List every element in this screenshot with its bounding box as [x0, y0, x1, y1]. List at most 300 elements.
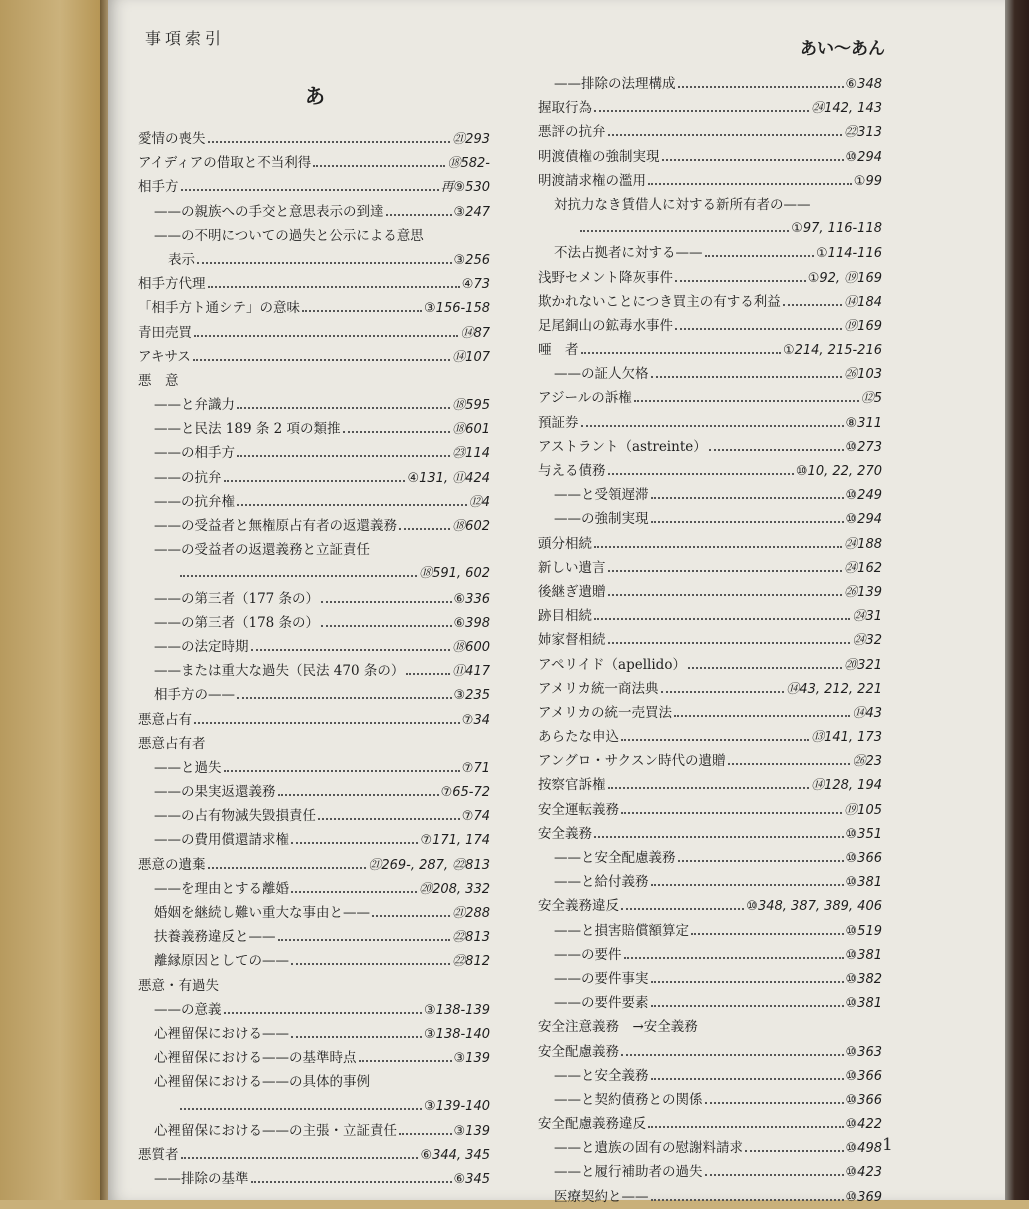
index-term: 新しい遺言 [538, 559, 606, 576]
index-entry [538, 580, 882, 604]
index-entry [138, 417, 490, 441]
dot-leader [621, 899, 744, 910]
page-reference: ⑧311 [845, 415, 882, 431]
index-term: 悪 意 [138, 372, 179, 389]
dot-leader [343, 422, 451, 433]
page-reference: ⑥336 [453, 591, 490, 607]
dot-leader [372, 906, 450, 917]
index-term: 安全義務違反 [538, 898, 619, 915]
index-column-right [538, 72, 882, 1209]
page-reference: ⑩366 [845, 851, 882, 866]
index-entry [538, 241, 882, 265]
index-entry [538, 556, 882, 580]
index-entry [538, 266, 882, 290]
page-reference: ⑥348 [845, 77, 882, 92]
dot-leader [675, 318, 842, 329]
page-reference: ㉒813 [452, 930, 490, 946]
index-term: 浅野セメント降灰事件 [538, 269, 673, 286]
dot-leader [651, 488, 844, 499]
index-entry [538, 532, 882, 556]
index-entry [138, 974, 490, 998]
index-term: 姉家督相続 [538, 632, 606, 649]
index-entry [138, 393, 490, 417]
dot-leader [224, 760, 460, 771]
dot-leader [581, 343, 781, 354]
page-reference: ⑩366 [845, 1092, 882, 1108]
dot-leader [674, 705, 850, 716]
dot-leader [237, 398, 450, 409]
page-reference: ⑭128, 194 [811, 778, 882, 794]
index-term: ——または重大な過失（民法 470 条の） [154, 663, 405, 680]
index-entry [538, 943, 882, 967]
index-entry [138, 562, 490, 586]
dot-leader [208, 857, 367, 868]
dot-leader [180, 566, 417, 577]
index-term: ——の要件要素 [554, 995, 649, 1012]
index-entry [538, 217, 882, 241]
page-reference: ㉔32 [852, 633, 882, 649]
index-term: アペリイド（apellido） [538, 656, 686, 673]
index-term: 「相手方ト通シテ」の意味 [138, 300, 300, 317]
dot-leader [291, 954, 450, 965]
page-reference: ⑩381 [845, 875, 882, 891]
page-reference: ①214, 215-216 [782, 343, 882, 359]
index-entry [138, 538, 490, 562]
index-entry [538, 749, 882, 773]
dot-leader [359, 1051, 452, 1062]
page-reference: ③139 [453, 1051, 490, 1067]
dot-leader [651, 972, 844, 983]
dot-leader [386, 204, 452, 215]
page-reference: ⑳208, 332 [419, 881, 490, 897]
index-entry [538, 846, 882, 870]
index-entry [138, 587, 490, 611]
page-reference: ㉔188 [844, 536, 882, 552]
index-entry [138, 756, 490, 780]
index-term: ——の強制実現 [554, 511, 649, 528]
dot-leader [399, 1123, 452, 1134]
dot-leader [648, 173, 852, 184]
page-reference: ⑪417 [452, 664, 490, 680]
index-entry [538, 120, 882, 144]
index-term: ——の費用償還請求権 [154, 832, 289, 849]
page-stack-edge [1005, 0, 1029, 1200]
dot-leader [208, 277, 460, 288]
index-term: アメリカの統一売買法 [538, 704, 673, 721]
index-term: 後継ぎ遺贈 [538, 583, 606, 600]
index-entry [138, 296, 490, 320]
index-entry [538, 1088, 882, 1112]
page-reference: ⑱582- [447, 156, 490, 172]
page-reference: ⑥344, 345 [420, 1147, 490, 1163]
index-term: ——排除の法理構成 [554, 76, 676, 92]
index-entry [538, 507, 882, 531]
index-term: 与える債務 [538, 463, 606, 479]
index-entry [538, 870, 882, 894]
page-reference: ⑩519 [845, 923, 882, 939]
page-reference: ③247 [453, 204, 490, 220]
page-reference: ⑩294 [845, 512, 882, 528]
page-reference: ㉑269-, 287, ㉒813 [368, 857, 490, 873]
index-entry [538, 725, 882, 749]
index-term: ——の抗弁権 [154, 493, 235, 510]
page-reference: ㉖139 [844, 584, 882, 600]
page-reference: ⑱602 [452, 519, 490, 534]
dot-leader [181, 180, 439, 191]
index-term: 相手方の—— [154, 687, 235, 704]
index-term: 青田売買 [138, 324, 192, 341]
index-entry [138, 877, 490, 901]
dot-leader [651, 996, 844, 1007]
dot-leader [278, 785, 439, 796]
index-term: 対抗力なき賃借人に対する新所有者の—— [554, 196, 811, 213]
dot-leader [634, 391, 859, 402]
page-reference: ⑦74 [461, 809, 490, 825]
index-term: 愛情の喪失 [138, 131, 206, 147]
index-column-left [138, 127, 490, 1191]
index-entry [138, 224, 490, 248]
index-entry [538, 773, 882, 797]
page-reference: ⑩366 [845, 1068, 882, 1084]
index-entry [538, 604, 882, 628]
index-entry [138, 732, 490, 756]
index-term: ——の要件 [554, 946, 622, 963]
dot-leader [678, 851, 844, 862]
index-term: ——の抗弁 [154, 469, 222, 486]
dot-leader [728, 754, 851, 765]
page-reference: ⑩423 [845, 1165, 882, 1181]
index-term: 悪意・有過失 [138, 977, 219, 994]
index-term: ——と損害賠償額算定 [554, 922, 689, 939]
dot-leader [783, 294, 842, 305]
dot-leader [678, 77, 844, 88]
index-entry [138, 901, 490, 925]
index-term: ——排除の基準 [154, 1171, 249, 1188]
index-entry [138, 925, 490, 949]
index-term: ——を理由とする離婚 [154, 880, 289, 897]
index-entry [138, 514, 490, 538]
page-reference: ⑱595 [452, 398, 490, 414]
dot-leader [661, 681, 785, 692]
index-entry [138, 369, 490, 393]
dot-leader [621, 1044, 844, 1055]
dot-leader [291, 1027, 422, 1038]
index-term: 不法占拠者に対する—— [554, 245, 703, 262]
index-entry [138, 248, 490, 272]
dot-leader [651, 1189, 844, 1200]
page-reference: ④131, ⑪424 [407, 470, 490, 486]
index-term: 安全注意義務 →安全義務 [538, 1019, 698, 1036]
page-reference: ⑭107 [452, 349, 490, 365]
page-reference: ⑩249 [845, 488, 882, 504]
index-entry [538, 919, 882, 943]
index-entry [538, 459, 882, 483]
page-reference: ㉖103 [844, 367, 882, 383]
index-term: ——の意義 [154, 1001, 222, 1018]
index-term: 心裡留保における——の具体的事例 [154, 1074, 370, 1091]
dot-leader [648, 1117, 844, 1128]
page-reference: ㉔142, 143 [811, 101, 882, 117]
index-term: ——と受領遅滞 [554, 487, 649, 504]
page-reference: ⑭43, 212, 221 [786, 681, 882, 697]
dot-leader [193, 349, 450, 360]
index-term: ——の証人欠格 [554, 366, 649, 383]
index-term: アストラント（astreinte） [538, 438, 707, 455]
dot-leader [621, 730, 809, 741]
dot-leader [399, 519, 450, 530]
index-term: あらたな申込 [538, 729, 619, 746]
index-entry [138, 708, 490, 732]
index-term: 扶養義務違反と—— [154, 929, 276, 946]
dot-leader [651, 1068, 844, 1079]
index-term: 悪意占有者 [138, 735, 206, 752]
page-reference: ③256 [453, 252, 490, 268]
index-entry [538, 145, 882, 169]
index-entry [138, 611, 490, 635]
index-term: ——の第三者（178 条の） [154, 614, 320, 631]
index-entry [138, 828, 490, 852]
page-reference: ①92, ⑲169 [807, 270, 882, 286]
index-term: ——の親族への手交と意思表示の到達 [154, 203, 384, 220]
index-entry [538, 967, 882, 991]
dot-leader [594, 536, 842, 547]
index-entry [538, 628, 882, 652]
index-entry [538, 1015, 882, 1039]
page-reference: ⑦34 [461, 712, 490, 728]
dot-leader [581, 415, 844, 426]
index-entry [138, 1046, 490, 1070]
dot-leader [291, 881, 417, 892]
index-term: 表示 [168, 251, 195, 268]
index-term: 唖 者 [538, 342, 579, 359]
index-term: 悪評の抗弁 [538, 124, 606, 141]
index-term: 悪意占有 [138, 711, 192, 728]
dot-leader [580, 221, 789, 232]
index-term: アキサス [138, 348, 191, 365]
page-reference: ⑫5 [860, 391, 882, 407]
book-cover-edge [0, 0, 100, 1200]
dot-leader [651, 512, 844, 523]
page-reference: ⑩381 [845, 947, 882, 963]
page-reference: ⑩382 [845, 971, 882, 987]
index-entry [138, 490, 490, 514]
index-entry [538, 677, 882, 701]
index-entry [138, 1095, 490, 1119]
index-term: ——の占有物滅失毀損責任 [154, 808, 316, 825]
dot-leader [709, 439, 844, 450]
running-header-right: あい〜あん [800, 39, 885, 59]
index-entry [538, 193, 882, 217]
index-entry [138, 998, 490, 1022]
index-term: 明渡請求権の濫用 [538, 172, 646, 189]
page-reference: ①114-116 [816, 246, 882, 262]
page-reference: ③139 [453, 1123, 490, 1139]
dot-leader [608, 585, 843, 596]
index-entry [538, 483, 882, 507]
dot-leader [194, 325, 458, 336]
index-entry [138, 949, 490, 973]
index-entry [138, 127, 490, 151]
dot-leader [251, 1172, 452, 1183]
dot-leader [705, 246, 815, 257]
page-reference: ①97, 116-118 [791, 221, 882, 237]
page-reference: ⑩348, 387, 389, 406 [746, 899, 882, 915]
index-term: 婚姻を継続し難い重大な事由と—— [154, 905, 370, 921]
index-term: 悪意の遺棄 [138, 856, 206, 873]
dot-leader [224, 1002, 423, 1013]
dot-leader [705, 1092, 844, 1103]
index-entry [538, 1112, 882, 1136]
page-reference: ⑩363 [845, 1044, 882, 1060]
dot-leader [705, 1165, 844, 1176]
index-term: ——と過失 [154, 759, 222, 776]
dot-leader [313, 156, 445, 167]
index-entry [538, 1185, 882, 1209]
page-reference: ⑩369 [845, 1189, 882, 1205]
dot-leader [194, 712, 460, 723]
page-reference: ⑩294 [845, 149, 882, 165]
dot-leader [321, 591, 451, 602]
index-entry [538, 362, 882, 386]
page-reference: ⑦171, 174 [420, 833, 490, 849]
index-term: 心裡留保における—— [154, 1025, 289, 1042]
dot-leader [197, 253, 452, 264]
index-entry [538, 798, 882, 822]
dot-leader [651, 367, 843, 378]
index-term: ——と民法 189 条 2 項の類推 [154, 421, 341, 438]
index-entry [538, 894, 882, 918]
index-term: アイディアの借取と不当利得 [138, 155, 312, 172]
page-reference: ⑦65-72 [440, 785, 490, 801]
index-term: アメリカ統一商法典 [538, 680, 659, 697]
page-reference: ⑭43 [852, 705, 882, 721]
index-entry [138, 345, 490, 369]
index-entry [538, 822, 882, 846]
index-term: ——と安全義務 [554, 1067, 649, 1084]
index-entry [138, 659, 490, 683]
index-term: 相手方代理 [138, 276, 206, 293]
page-reference: ⑭184 [844, 294, 882, 310]
index-entry [538, 338, 882, 362]
dot-leader [594, 826, 844, 837]
index-entry [538, 96, 882, 120]
index-term: ——と安全配慮義務 [554, 850, 676, 866]
index-term: 預証券 [538, 414, 579, 431]
index-term: ——と履行補助者の過失 [554, 1164, 703, 1181]
dot-leader [181, 1147, 419, 1158]
index-term: アングロ・サクスン時代の遺贈 [538, 753, 726, 770]
index-entry [138, 466, 490, 490]
index-term: アジールの訴権 [538, 390, 632, 407]
page-reference: 再⑨530 [440, 180, 490, 196]
dot-leader [608, 464, 794, 475]
index-term: 安全運転義務 [538, 801, 619, 818]
section-heading: あ [305, 84, 325, 108]
index-entry [538, 169, 882, 193]
index-entry [138, 200, 490, 224]
page-reference: ⑭87 [460, 325, 490, 341]
index-term: ——の果実返還義務 [154, 784, 276, 801]
index-entry [138, 151, 490, 175]
page-reference: ⑩422 [845, 1117, 882, 1133]
index-entry [538, 991, 882, 1015]
page-reference: ㉔162 [844, 560, 882, 576]
dot-leader [608, 778, 810, 789]
dot-leader [675, 270, 806, 281]
index-term: 欺かれないことにつき買主の有する利益 [538, 293, 781, 310]
page-reference: ③235 [453, 688, 490, 704]
dot-leader [624, 947, 844, 958]
page-reference: ⑥398 [453, 615, 490, 631]
dot-leader [237, 494, 467, 505]
index-term: ——と給付義務 [554, 874, 649, 891]
index-term: 相手方 [138, 179, 179, 196]
index-term: ——の相手方 [154, 445, 235, 462]
index-term: ——の法定時期 [154, 638, 249, 655]
index-entry [138, 853, 490, 877]
index-term: ——と遺族の固有の慰謝料請求 [554, 1140, 743, 1157]
dot-leader [621, 802, 842, 813]
index-term: 安全配慮義務 [538, 1043, 619, 1060]
dot-leader [651, 875, 844, 886]
page-reference: ①99 [853, 173, 882, 189]
index-entry [138, 1119, 490, 1143]
index-term: 足尾銅山の鉱毒水事件 [538, 317, 673, 334]
index-entry [138, 1167, 490, 1191]
index-entry [138, 272, 490, 296]
page-reference: ㉒812 [452, 954, 490, 970]
index-entry [538, 653, 882, 677]
page-reference: ⑳321 [844, 657, 882, 673]
page-reference: ⑩10, 22, 270 [795, 464, 882, 479]
index-entry [138, 1070, 490, 1094]
index-entry [138, 1143, 490, 1167]
index-term: 心裡留保における——の主張・立証責任 [154, 1122, 397, 1139]
index-term: ——の第三者（177 条の） [154, 590, 320, 607]
index-term: 悪質者 [138, 1146, 179, 1163]
page-reference: ㉓114 [452, 446, 490, 462]
index-entry [538, 701, 882, 725]
dot-leader [745, 1141, 844, 1152]
page-reference: ⑩273 [845, 439, 882, 455]
index-entry [538, 1064, 882, 1088]
page-reference: ⑩351 [845, 826, 882, 842]
dot-leader [608, 560, 843, 571]
dot-leader [291, 833, 418, 844]
page-reference: ⑫4 [468, 494, 490, 510]
page-number: 1 [882, 1135, 893, 1155]
index-entry [138, 1022, 490, 1046]
page-reference: ㉔31 [852, 609, 882, 625]
index-term: 頭分相続 [538, 535, 592, 552]
dot-leader [608, 633, 851, 644]
page-reference: ⑲169 [844, 318, 882, 334]
index-term: ——の不明についての過失と公示による意思 [154, 227, 424, 244]
index-term: 医療契約と—— [554, 1188, 649, 1205]
index-term: 跡目相続 [538, 608, 592, 625]
index-term: 心裡留保における——の基準時点 [154, 1050, 357, 1067]
page-reference: ⑩381 [845, 996, 882, 1012]
index-entry [538, 1040, 882, 1064]
dot-leader [406, 664, 450, 675]
page-reference: ⑦71 [461, 760, 490, 776]
index-entry [538, 1160, 882, 1184]
page-reference: ⑩498 [845, 1141, 882, 1157]
dot-leader [208, 132, 451, 143]
dot-leader [594, 609, 850, 620]
page-reference: ③156-158 [424, 301, 490, 317]
page-reference: ㉖23 [852, 754, 882, 770]
